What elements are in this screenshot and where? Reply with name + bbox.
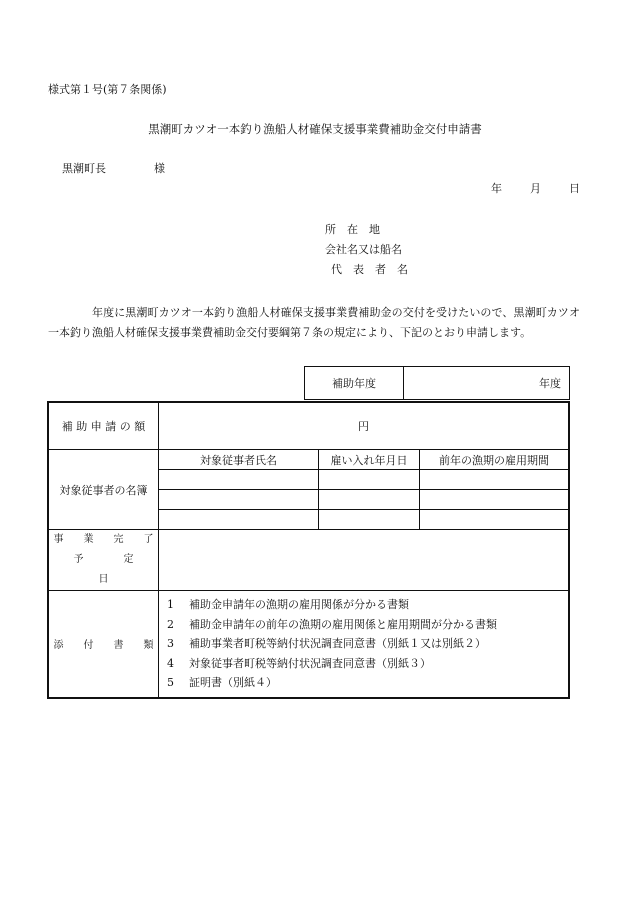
attachment-item: 3 補助事業者町税等納付状況調査同意書（別紙１又は別紙２） — [167, 637, 486, 650]
application-body — [48, 303, 580, 343]
column-header-hire-date: 雇い入れ年月日 — [319, 450, 420, 470]
applicant-representative-label: 代 表 者 名 — [331, 263, 408, 276]
amount-field[interactable]: 円 — [159, 402, 570, 450]
hire-date-cell[interactable] — [319, 510, 420, 530]
fiscal-year-label: 補助年度 — [305, 367, 404, 400]
worker-name-cell[interactable] — [159, 510, 319, 530]
fiscal-year-field[interactable]: 年度 — [404, 367, 570, 400]
addressee-name: 黒潮町長 — [62, 162, 106, 175]
application-table — [47, 401, 570, 699]
date-month: 月 — [530, 182, 541, 195]
employment-period-cell[interactable] — [420, 510, 570, 530]
completion-label-line2: 予 定 日 — [73, 554, 174, 585]
employment-period-cell[interactable] — [420, 490, 570, 510]
column-header-worker-name: 対象従事者氏名 — [159, 450, 319, 470]
attachment-item: 5 証明書（別紙４） — [167, 676, 277, 689]
application-body-text: 年度に黒潮町カツオ一本釣り漁船人材確保支援事業費補助金の交付を受けたいので、黒潮町カツオ一本釣り漁船人材確保支援事業費補助金交付要綱第７条の規定により、下記のとおり申請します。 — [48, 306, 580, 339]
completion-label-line1: 事 業 完 了 — [53, 534, 154, 545]
column-header-employment-period: 前年の漁期の雇用期間 — [420, 450, 570, 470]
attachments-row — [48, 591, 569, 698]
employment-period-cell[interactable] — [420, 470, 570, 490]
completion-date-field[interactable] — [159, 530, 570, 591]
attachments-list — [159, 591, 570, 698]
completion-row — [48, 530, 569, 591]
document-title: 黒潮町カツオ一本釣り漁船人材確保支援事業費補助金交付申請書 — [148, 122, 482, 136]
amount-label: 補 助 申 請 の 額 — [48, 402, 159, 450]
attachment-item: 4 対象従事者町税等納付状況調査同意書（別紙３） — [167, 656, 431, 670]
date-day: 日 — [569, 182, 580, 195]
date-year: 年 — [491, 182, 502, 195]
amount-row — [48, 402, 569, 450]
addressee-honorific: 様 — [154, 162, 165, 175]
hire-date-cell[interactable] — [319, 470, 420, 490]
applicant-company-label: 会社名又は船名 — [325, 243, 402, 256]
workers-header-row — [48, 450, 569, 470]
attachment-item: 2 補助金申請年の前年の漁期の雇用関係と雇用期間が分かる書類 — [167, 617, 497, 631]
worker-name-cell[interactable] — [159, 490, 319, 510]
form-number: 様式第１号(第７条関係) — [48, 83, 167, 96]
date-line — [491, 183, 580, 194]
hire-date-cell[interactable] — [319, 490, 420, 510]
attachments-label: 添 付 書 類 — [48, 591, 159, 698]
fiscal-year-box — [304, 366, 570, 400]
applicant-address-label: 所 在 地 — [325, 223, 380, 236]
workers-label: 対象従事者の名簿 — [48, 450, 159, 530]
worker-name-cell[interactable] — [159, 470, 319, 490]
completion-label — [48, 530, 174, 591]
attachment-item: 1 補助金申請年の漁期の雇用関係が分かる書類 — [167, 598, 409, 611]
